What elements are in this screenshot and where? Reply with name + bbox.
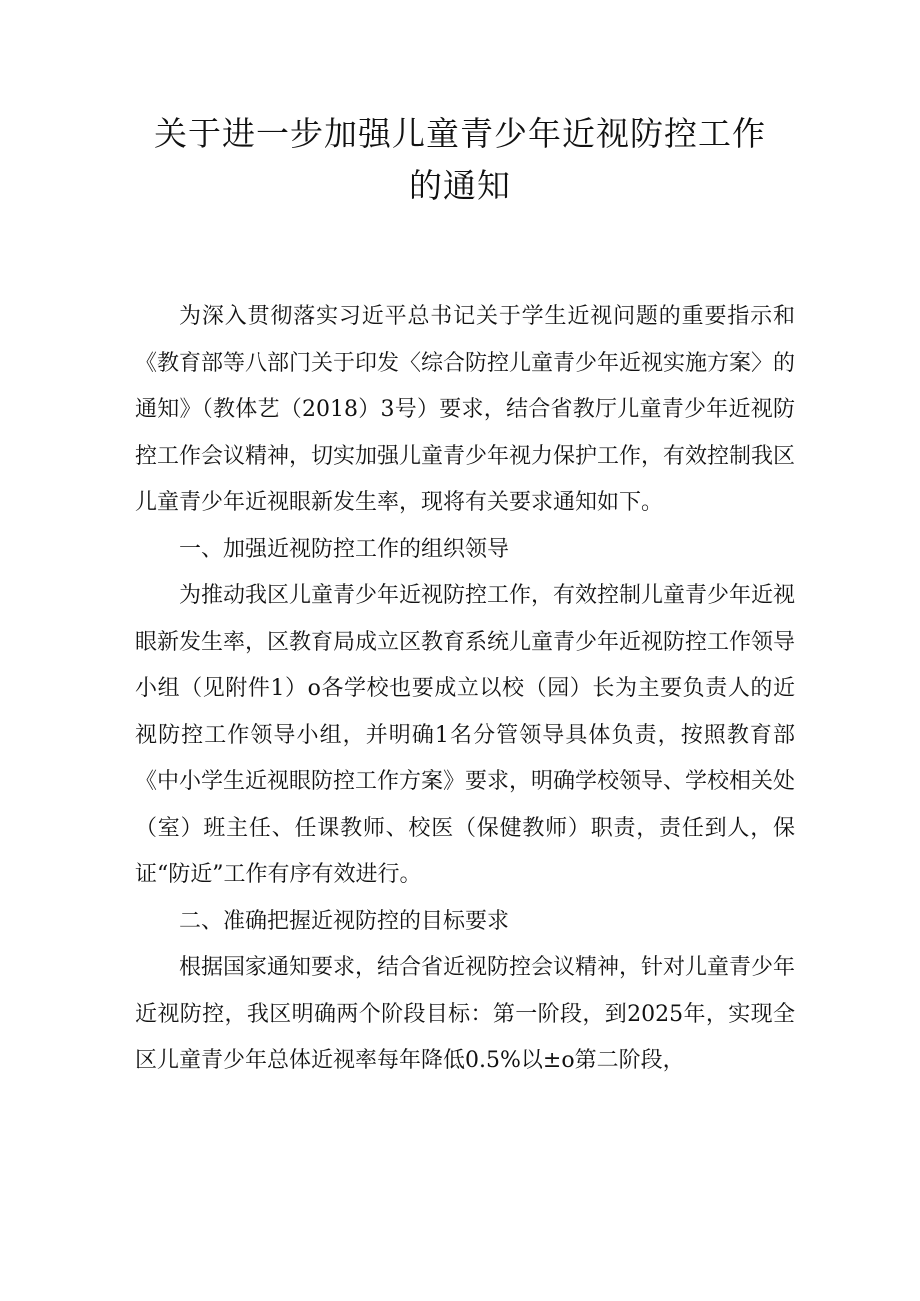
document-body	[135, 294, 795, 1085]
document-title	[130, 108, 790, 212]
section-heading-2: 二、准确把握近视防控的目标要求	[179, 908, 510, 934]
title-line-1: 关于进一步加强儿童青少年近视防控工作	[154, 114, 766, 153]
section-2-paragraph: 根据国家通知要求，结合省近视防控会议精神，针对儿童青少年近视防控，我区明确两个阶段目标：第一阶段，到2025年，实现全区儿童青少年总体近视率每年降低0.5%以±o第二阶段，	[135, 955, 796, 1073]
intro-paragraph: 为深入贯彻落实习近平总书记关于学生近视问题的重要指示和《教育部等八部门关于印发〈综合防控儿童青少年近视实施方案〉的通知》（教体艺（2018）3号）要求，结合省教厅儿童青少年近视防控工作会议精神，切实加强儿童青少年视力保护工作，有效控制我区儿童青少年近视眼新发生率，现将有关要求通知如下。	[135, 304, 796, 515]
section-heading-1: 一、加强近视防控工作的组织领导	[179, 536, 510, 562]
section-1-paragraph: 为推动我区儿童青少年近视防控工作，有效控制儿童青少年近视眼新发生率，区教育局成立区教育系统儿童青少年近视防控工作领导小组（见附件1）o各学校也要成立以校（园）长为主要负责人的近视防控工作领导小组，并明确1名分管领导具体负责，按照教育部《中小学生近视眼防控工作方案》要求，明确学校领导、学校相关处（室）班主任、任课教师、校医（保健教师）职责，责任到人，保证“防近”工作有序有效进行。	[135, 583, 796, 887]
title-line-2: 的通知	[409, 166, 511, 205]
